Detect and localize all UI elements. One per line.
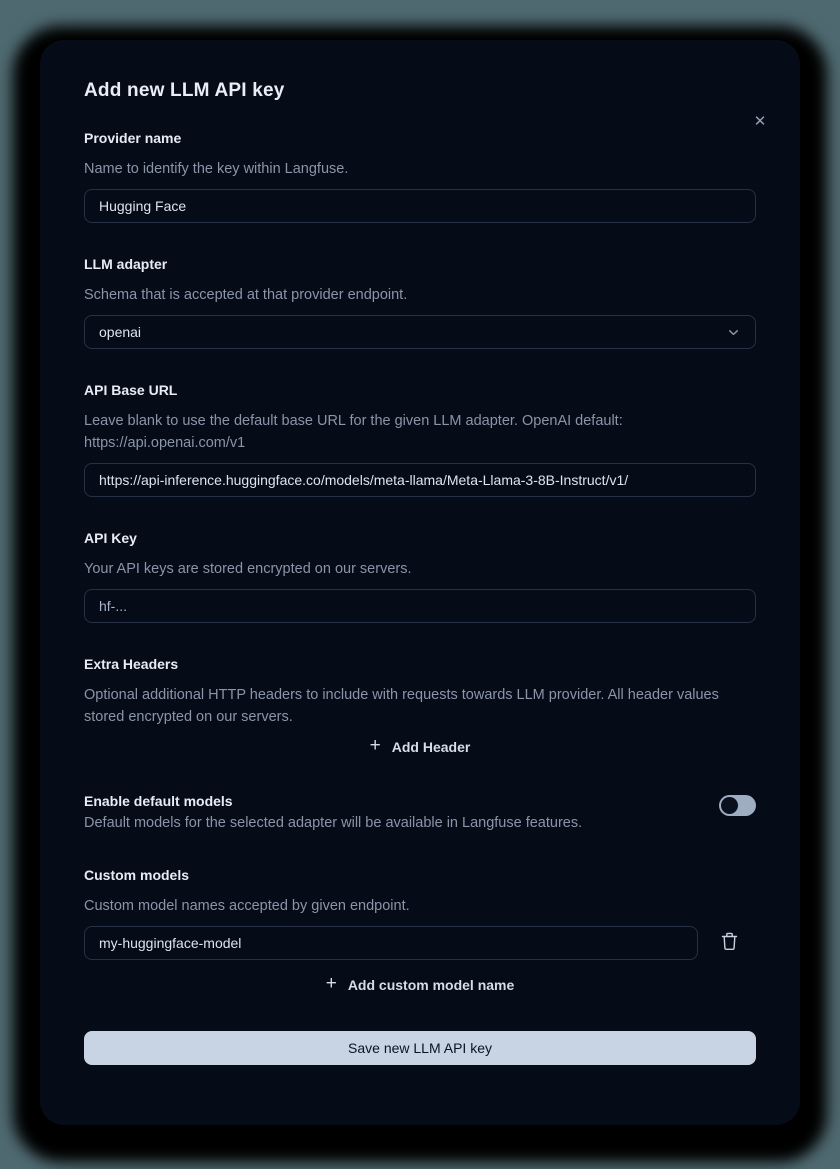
extra-headers-field: [84, 656, 756, 756]
api-base-url-field: [84, 382, 756, 497]
provider-name-input[interactable]: [84, 189, 756, 223]
add-header-button[interactable]: [370, 737, 471, 756]
api-base-url-label: API Base URL: [84, 382, 178, 398]
enable-default-models-row: [84, 793, 756, 834]
toggle-knob: [721, 797, 738, 814]
llm-adapter-select[interactable]: [84, 315, 756, 349]
add-llm-api-key-dialog: [40, 40, 800, 1125]
llm-adapter-selected-value: openai: [99, 324, 142, 340]
delete-custom-model-button[interactable]: [717, 931, 741, 955]
provider-name-label: Provider name: [84, 130, 182, 146]
plus-icon: +: [369, 735, 381, 756]
chevron-down-icon: [726, 325, 741, 340]
api-base-url-input[interactable]: [84, 463, 756, 497]
enable-default-models-toggle[interactable]: [719, 795, 756, 816]
api-key-label: API Key: [84, 530, 137, 546]
dialog-title: Add new LLM API key: [84, 80, 285, 101]
custom-models-description: Custom model names accepted by given endpoint.: [84, 898, 410, 914]
enable-default-models-label: Enable default models: [84, 793, 233, 809]
provider-name-description: Name to identify the key within Langfuse.: [84, 161, 349, 177]
custom-models-label: Custom models: [84, 867, 190, 883]
custom-models-field: [84, 867, 756, 994]
close-button[interactable]: [748, 110, 772, 134]
llm-adapter-label: LLM adapter: [84, 256, 168, 272]
extra-headers-description: Optional additional HTTP headers to include with requests towards LLM provider. All header values stored encrypted on our servers.: [84, 687, 719, 725]
extra-headers-label: Extra Headers: [84, 656, 179, 672]
close-icon: ✕: [753, 113, 767, 130]
custom-model-row: [84, 926, 756, 960]
llm-adapter-field: [84, 256, 756, 349]
llm-adapter-description: Schema that is accepted at that provider endpoint.: [84, 287, 408, 303]
custom-model-input[interactable]: [84, 926, 698, 960]
api-base-url-description: Leave blank to use the default base URL for the given LLM adapter. OpenAI default: https://api.openai.com/v1: [84, 413, 623, 451]
trash-icon: [721, 932, 738, 954]
api-key-description: Your API keys are stored encrypted on our servers.: [84, 561, 412, 577]
plus-icon: +: [325, 973, 337, 994]
enable-default-models-description: Default models for the selected adapter will be available in Langfuse features.: [84, 815, 583, 831]
provider-name-field: [84, 130, 756, 223]
add-custom-model-button[interactable]: [326, 975, 515, 994]
add-custom-model-label: Add custom model name: [347, 976, 515, 993]
add-header-label: Add Header: [391, 738, 471, 755]
save-button[interactable]: Save new LLM API key: [84, 1031, 756, 1065]
api-key-field: [84, 530, 756, 623]
api-key-input[interactable]: [84, 589, 756, 623]
